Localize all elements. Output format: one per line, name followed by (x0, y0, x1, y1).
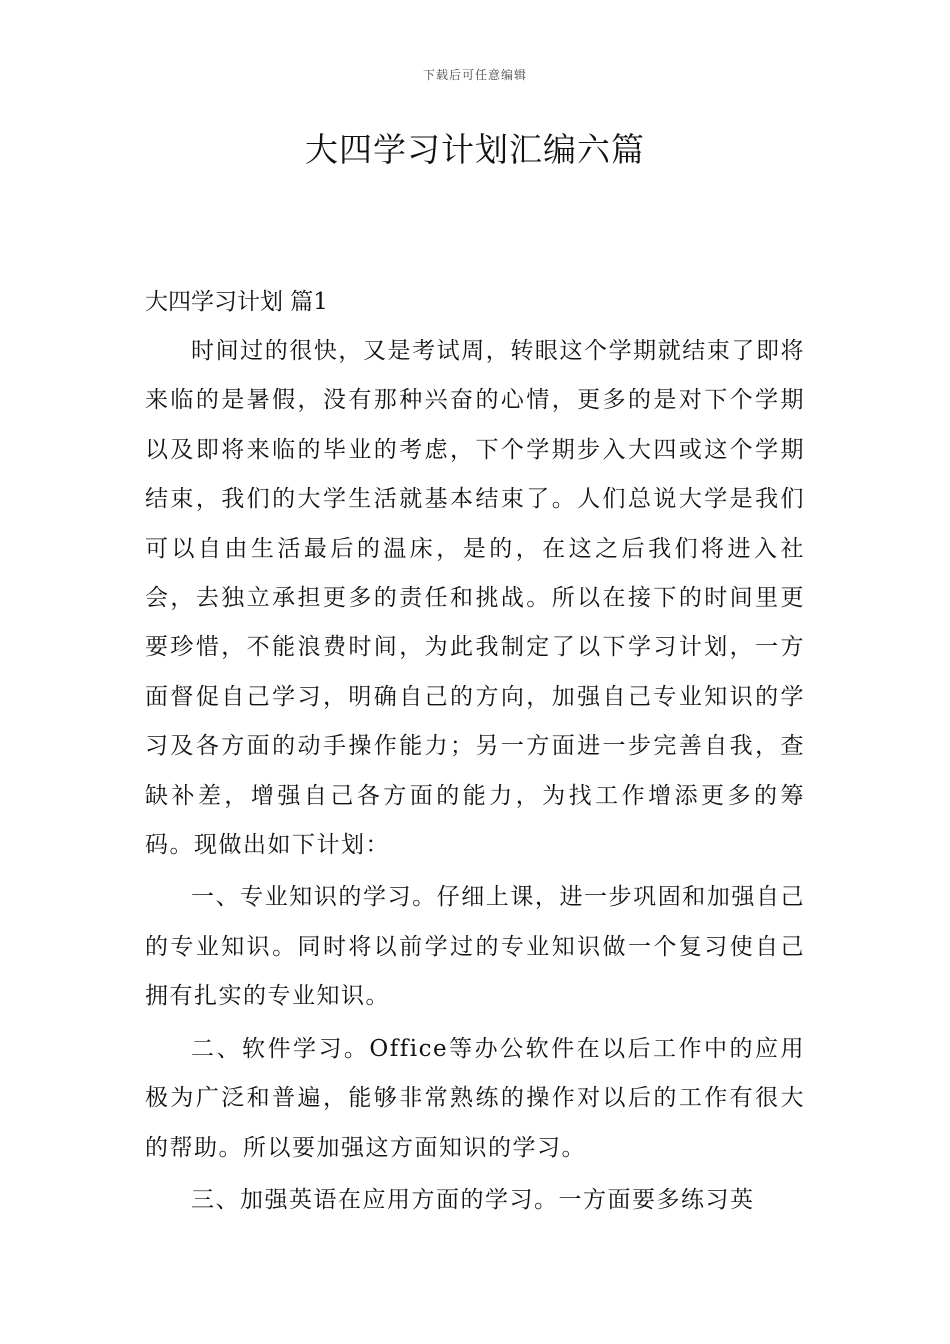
document-body (145, 277, 805, 1225)
header-note: 下载后可任意编辑 (422, 68, 527, 82)
document-title: 大四学习计划汇编六篇 (305, 130, 645, 169)
paragraph-intro: 时间过的很快，又是考试周，转眼这个学期就结束了即将来临的是暑假，没有那种兴奋的心情，更多的是对下个学期以及即将来临的毕业的考虑，下个学期步入大四或这个学期结束，我们的大学生活就基本结束了。人们总说大学是我们可以自由生活最后的温床，是的，在这之后我们将进入社会，去独立承担更多的责任和挑战。所以在接下的时间里更要珍惜，不能浪费时间，为此我制定了以下学习计划，一方面督促自己学习，明确自己的方向，加强自己专业知识的学习及各方面的动手操作能力；另一方面进一步完善自我，查缺补差，增强自己各方面的能力，为找工作增添更多的筹码。现做出如下计划： (145, 338, 805, 859)
section-heading: 大四学习计划 篇1 (145, 289, 328, 315)
paragraph-software-learning: 二、软件学习。Office等办公软件在以后工作中的应用极为广泛和普遍，能够非常熟练的操作对以后的工作有很大的帮助。所以要加强这方面知识的学习。 (145, 1035, 805, 1161)
paragraph-professional-knowledge: 一、专业知识的学习。仔细上课，进一步巩固和加强自己的专业知识。同时将以前学过的专业知识做一个复习使自己拥有扎实的专业知识。 (145, 884, 805, 1010)
paragraph-english-learning: 三、加强英语在应用方面的学习。一方面要多练习英 (191, 1186, 755, 1213)
